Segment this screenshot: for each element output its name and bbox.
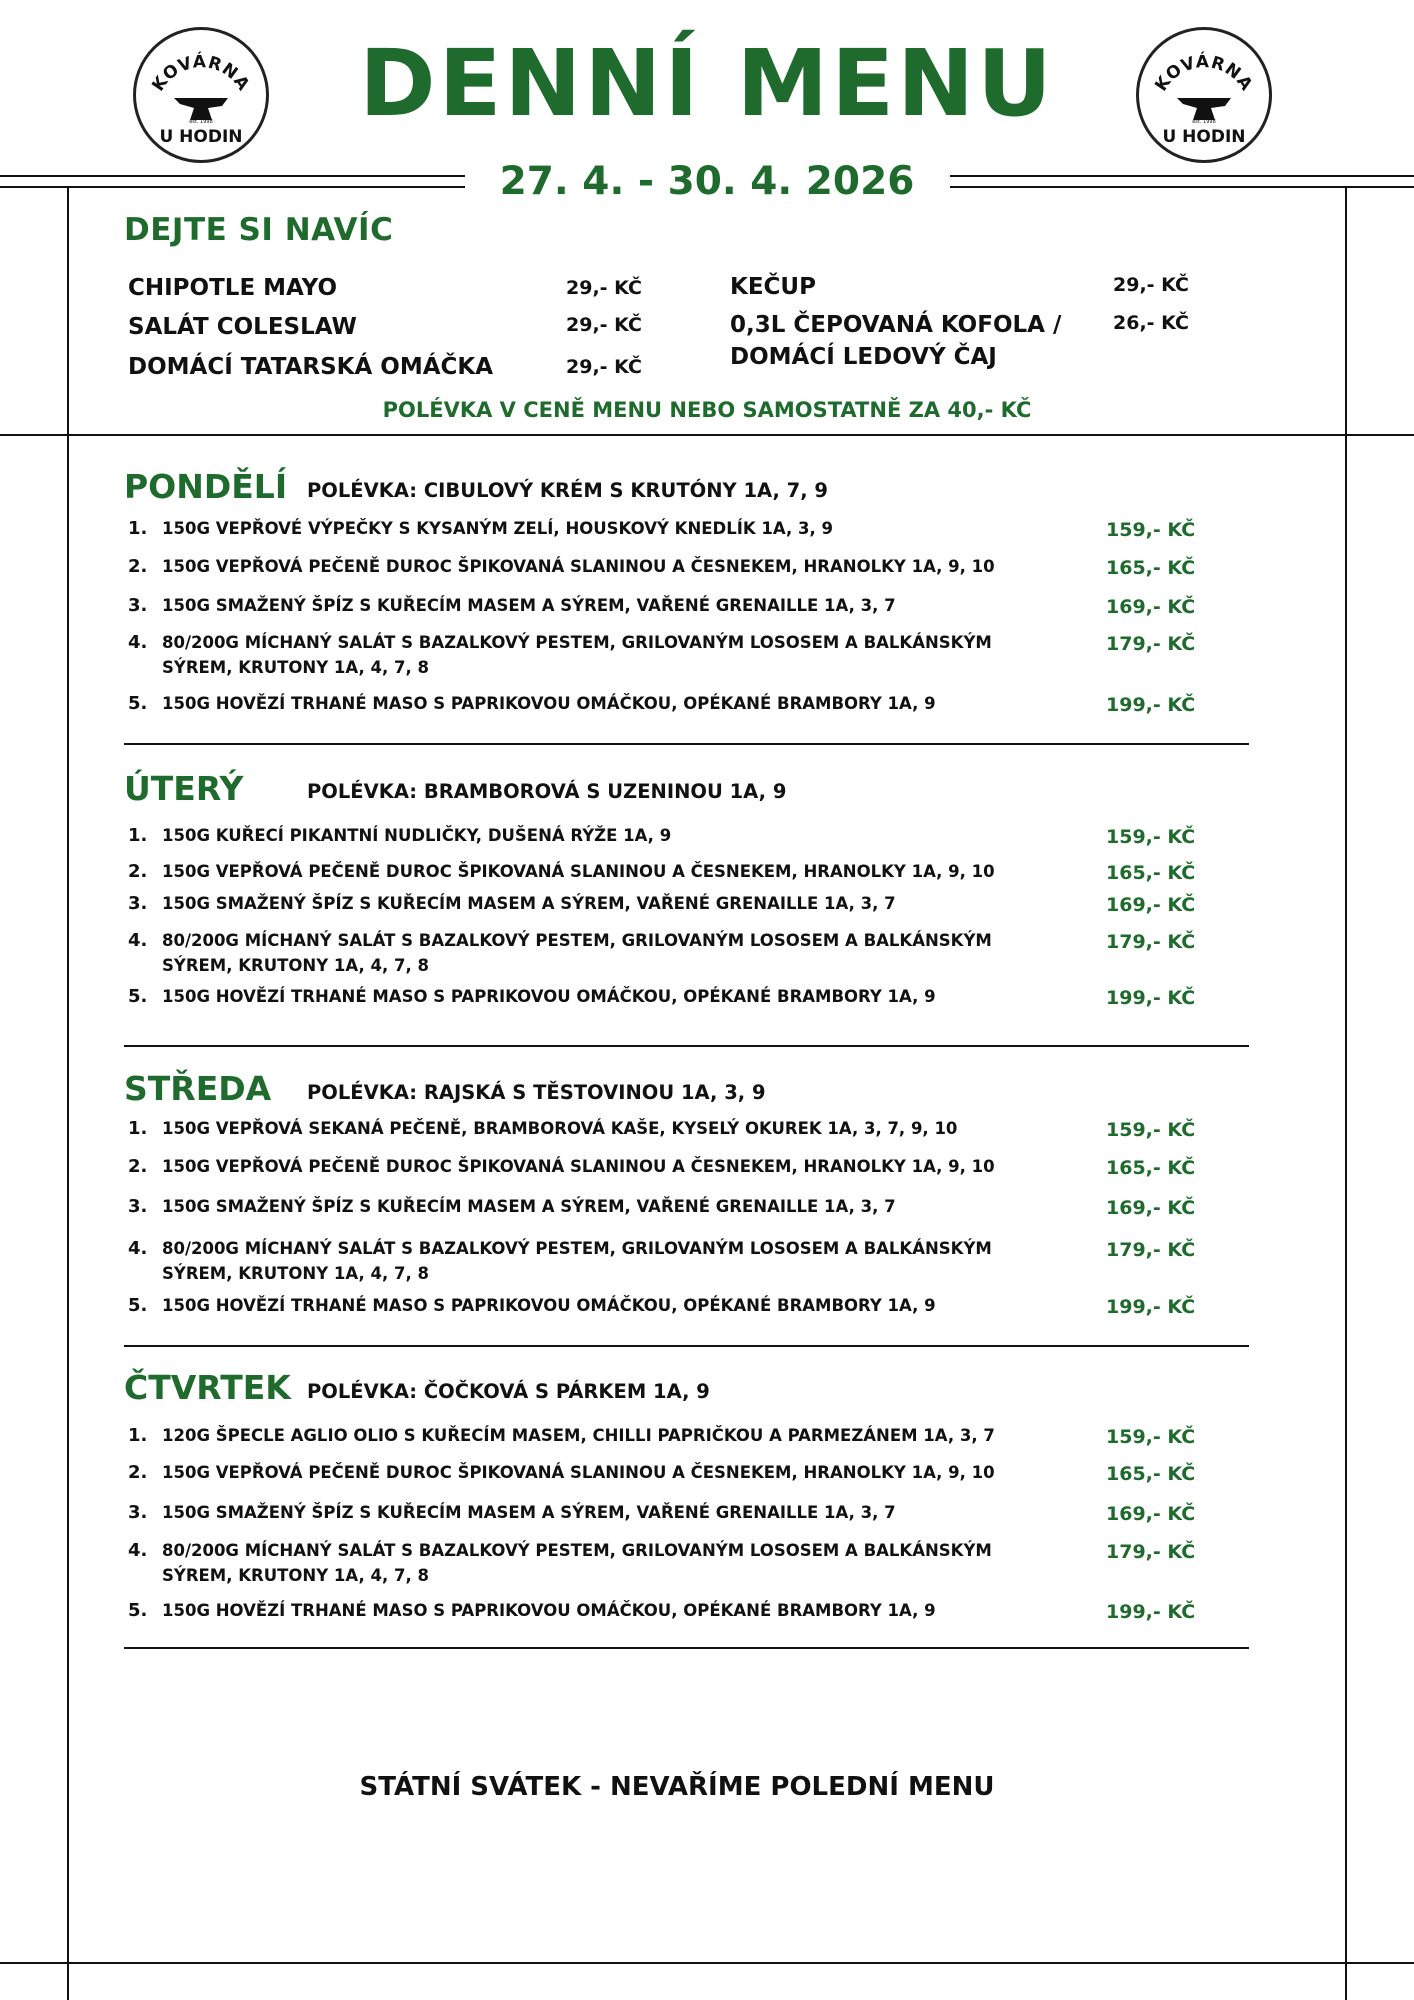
item-number: 2. [128,1462,148,1483]
item-price: 159,- KČ [1106,826,1196,848]
item-price: 169,- KČ [1106,1197,1196,1219]
day-soup: POLÉVKA: CIBULOVÝ KRÉM S KRUTÓNY 1A, 7, 9 [307,479,828,502]
frame-left-border [67,186,69,2000]
item-price: 165,- KČ [1106,1463,1196,1485]
item-number: 3. [128,893,148,914]
menu-item: 150G KUŘECÍ PIKANTNÍ NUDLIČKY, DUŠENÁ RÝŽE 1A, 9 [162,826,672,845]
day-title: ČTVRTEK [124,1368,291,1407]
item-number: 4. [128,632,148,653]
menu-item: 150G SMAŽENÝ ŠPÍZ S KUŘECÍM MASEM A SÝREM, VAŘENÉ GRENAILLE 1A, 3, 7 [162,894,896,913]
item-number: 1. [128,825,148,846]
logo-right-top-text: KOVÁRNA [1151,52,1257,96]
item-price: 169,- KČ [1106,894,1196,916]
item-price: 199,- KČ [1106,1601,1196,1623]
item-price: 179,- KČ [1106,633,1196,655]
menu-item: 150G VEPŘOVÉ VÝPEČKY S KYSANÝM ZELÍ, HOUSKOVÝ KNEDLÍK 1A, 3, 9 [162,519,833,538]
logo-left-top-text: KOVÁRNA [148,52,254,96]
item-number: 4. [128,1540,148,1561]
item-number: 1. [128,1425,148,1446]
date-range: 27. 4. - 30. 4. 2026 [499,159,915,204]
item-number: 1. [128,1118,148,1139]
day-divider [124,1647,1249,1649]
item-number: 4. [128,930,148,951]
frame-right-border [1345,186,1347,2000]
item-price: 179,- KČ [1106,931,1196,953]
item-price: 159,- KČ [1106,1119,1196,1141]
item-price: 199,- KČ [1106,694,1196,716]
extra-name: 0,3L ČEPOVANÁ KOFOLA / [730,312,1062,338]
extra-price: 29,- KČ [1113,274,1189,296]
menu-item: 150G VEPŘOVÁ PEČENĚ DUROC ŠPIKOVANÁ SLANINOU A ČESNEKEM, HRANOLKY 1A, 9, 10 [162,557,995,576]
day-divider [124,1345,1249,1347]
item-number: 1. [128,518,148,539]
menu-item: 80/200G MÍCHANÝ SALÁT S BAZALKOVÝ PESTEM, GRILOVANÝM LOSOSEM A BALKÁNSKÝM [162,633,992,652]
item-price: 165,- KČ [1106,1157,1196,1179]
item-number: 3. [128,595,148,616]
item-number: 2. [128,1156,148,1177]
item-price: 199,- KČ [1106,1296,1196,1318]
menu-item: 150G HOVĚZÍ TRHANÉ MASO S PAPRIKOVOU OMÁČKOU, OPÉKANÉ BRAMBORY 1A, 9 [162,1296,936,1315]
item-number: 4. [128,1238,148,1259]
frame-bottom-rule [0,1962,1414,1964]
item-price: 159,- KČ [1106,1426,1196,1448]
day-divider [124,743,1249,745]
item-price: 169,- KČ [1106,1503,1196,1525]
item-price: 179,- KČ [1106,1541,1196,1563]
menu-item-line2: SÝREM, KRUTONY 1A, 4, 7, 8 [162,1264,429,1283]
day-soup: POLÉVKA: RAJSKÁ S TĚSTOVINOU 1A, 3, 9 [307,1081,766,1104]
menu-item: 80/200G MÍCHANÝ SALÁT S BAZALKOVÝ PESTEM, GRILOVANÝM LOSOSEM A BALKÁNSKÝM [162,1239,992,1258]
item-price: 169,- KČ [1106,596,1196,618]
item-price: 165,- KČ [1106,862,1196,884]
extra-price: 29,- KČ [566,314,642,336]
day-title: STŘEDA [124,1069,272,1108]
extra-price: 26,- KČ [1113,312,1189,334]
item-price: 199,- KČ [1106,987,1196,1009]
logo-left-bottom-text: U HODIN [159,127,243,147]
item-number: 5. [128,1600,148,1621]
menu-item: 150G HOVĚZÍ TRHANÉ MASO S PAPRIKOVOU OMÁČKOU, OPÉKANÉ BRAMBORY 1A, 9 [162,1601,936,1620]
menu-item: 80/200G MÍCHANÝ SALÁT S BAZALKOVÝ PESTEM, GRILOVANÝM LOSOSEM A BALKÁNSKÝM [162,1541,992,1560]
logo-right-est: est. 1998 [1192,119,1216,125]
menu-item-line2: SÝREM, KRUTONY 1A, 4, 7, 8 [162,956,429,975]
item-number: 5. [128,986,148,1007]
menu-item: 150G VEPŘOVÁ PEČENĚ DUROC ŠPIKOVANÁ SLANINOU A ČESNEKEM, HRANOLKY 1A, 9, 10 [162,1463,995,1482]
item-price: 165,- KČ [1106,557,1196,579]
menu-item-line2: SÝREM, KRUTONY 1A, 4, 7, 8 [162,1566,429,1585]
item-number: 2. [128,556,148,577]
logo-right-bottom-text: U HODIN [1162,127,1246,147]
extra-name: CHIPOTLE MAYO [128,275,338,301]
menu-item: 150G SMAŽENÝ ŠPÍZ S KUŘECÍM MASEM A SÝREM, VAŘENÉ GRENAILLE 1A, 3, 7 [162,1197,896,1216]
menu-item: 150G VEPŘOVÁ SEKANÁ PEČENĚ, BRAMBOROVÁ KAŠE, KYSELÝ OKUREK 1A, 3, 7, 9, 10 [162,1119,958,1138]
menu-item: 120G ŠPECLE AGLIO OLIO S KUŘECÍM MASEM, CHILLI PAPRIČKOU A PARMEZÁNEM 1A, 3, 7 [162,1426,995,1445]
extras-divider [0,434,1414,436]
menu-item: 80/200G MÍCHANÝ SALÁT S BAZALKOVÝ PESTEM, GRILOVANÝM LOSOSEM A BALKÁNSKÝM [162,931,992,950]
page-title: DENNÍ MENU [359,30,1055,137]
menu-item: 150G VEPŘOVÁ PEČENĚ DUROC ŠPIKOVANÁ SLANINOU A ČESNEKEM, HRANOLKY 1A, 9, 10 [162,862,995,881]
extra-name: KEČUP [730,274,816,300]
extra-price: 29,- KČ [566,356,642,378]
day-soup: POLÉVKA: ČOČKOVÁ S PÁRKEM 1A, 9 [307,1380,710,1403]
item-number: 2. [128,861,148,882]
extras-title: DEJTE SI NAVÍC [124,212,394,248]
logo-left-est: est. 1998 [189,119,213,125]
day-title: PONDĚLÍ [124,467,288,506]
extra-price: 29,- KČ [566,277,642,299]
item-number: 3. [128,1502,148,1523]
menu-item: 150G HOVĚZÍ TRHANÉ MASO S PAPRIKOVOU OMÁČKOU, OPÉKANÉ BRAMBORY 1A, 9 [162,694,936,713]
menu-item: 150G SMAŽENÝ ŠPÍZ S KUŘECÍM MASEM A SÝREM, VAŘENÉ GRENAILLE 1A, 3, 7 [162,596,896,615]
extra-name-line2: DOMÁCÍ LEDOVÝ ČAJ [730,344,997,370]
item-number: 5. [128,1295,148,1316]
menu-item: 150G HOVĚZÍ TRHANÉ MASO S PAPRIKOVOU OMÁČKOU, OPÉKANÉ BRAMBORY 1A, 9 [162,987,936,1006]
day-divider [124,1045,1249,1047]
menu-item-line2: SÝREM, KRUTONY 1A, 4, 7, 8 [162,658,429,677]
menu-item: 150G VEPŘOVÁ PEČENĚ DUROC ŠPIKOVANÁ SLANINOU A ČESNEKEM, HRANOLKY 1A, 9, 10 [162,1157,995,1176]
day-soup: POLÉVKA: BRAMBOROVÁ S UZENINOU 1A, 9 [307,780,787,803]
menu-item: 150G SMAŽENÝ ŠPÍZ S KUŘECÍM MASEM A SÝREM, VAŘENÉ GRENAILLE 1A, 3, 7 [162,1503,896,1522]
holiday-notice: STÁTNÍ SVÁTEK - NEVAŘÍME POLEDNÍ MENU [359,1772,995,1802]
item-number: 5. [128,693,148,714]
item-price: 179,- KČ [1106,1239,1196,1261]
extra-name: DOMÁCÍ TATARSKÁ OMÁČKA [128,354,494,380]
item-price: 159,- KČ [1106,519,1196,541]
item-number: 3. [128,1196,148,1217]
extra-name: SALÁT COLESLAW [128,314,357,340]
soup-price-note: POLÉVKA V CENĚ MENU NEBO SAMOSTATNĚ ZA 40,- KČ [382,398,1032,422]
day-title: ÚTERÝ [124,769,244,808]
